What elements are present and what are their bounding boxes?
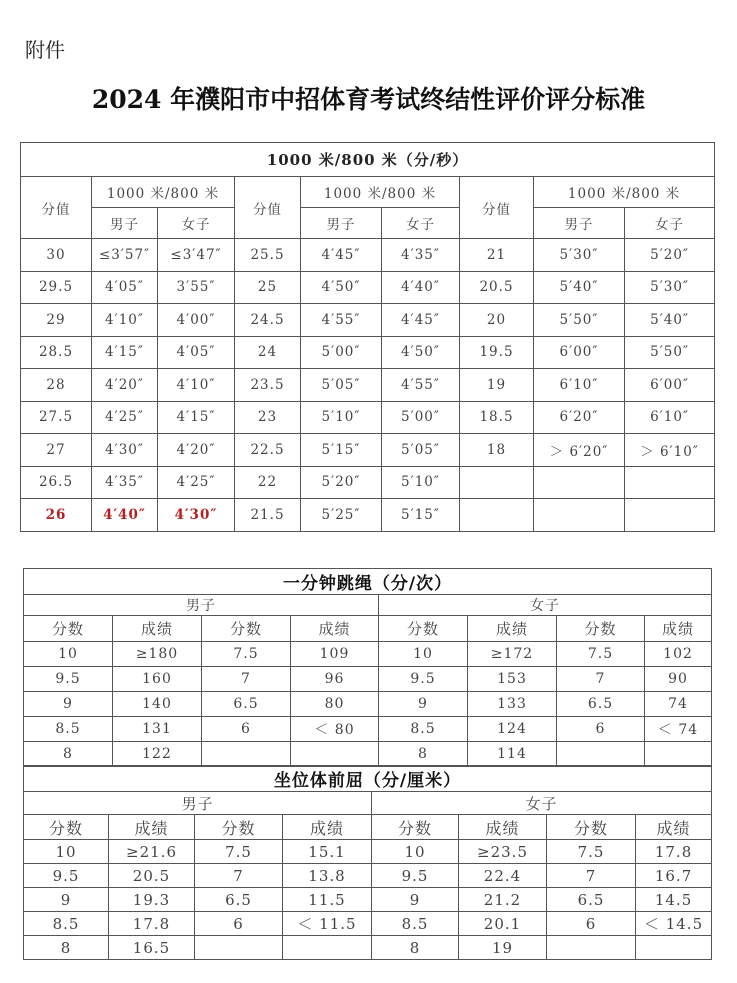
female-time-cell: 4′55″ <box>382 369 460 402</box>
result-cell: 16.5 <box>109 936 195 960</box>
score-cell: 7 <box>547 864 636 888</box>
table-row <box>21 369 715 402</box>
result-cell: 21.2 <box>459 888 547 912</box>
score-cell: 6 <box>195 912 283 936</box>
score-cell: 6.5 <box>547 888 636 912</box>
score-cell: 21.5 <box>235 499 301 532</box>
score-cell: 9.5 <box>372 864 459 888</box>
score-cell: 9 <box>372 888 459 912</box>
female-time-cell: 6′10″ <box>625 401 715 434</box>
result-header: 成绩 <box>283 815 372 840</box>
table-row <box>21 336 715 369</box>
result-header: 成绩 <box>459 815 547 840</box>
result-cell: ＜ 74 <box>645 717 712 742</box>
score-cell: 25 <box>235 271 301 304</box>
male-time-cell: 6′20″ <box>534 401 625 434</box>
female-header: 女子 <box>625 208 715 239</box>
result-cell: 17.8 <box>109 912 195 936</box>
male-time-cell: 4′10″ <box>92 304 158 337</box>
score-cell: 8 <box>24 936 109 960</box>
score-cell: 27.5 <box>21 401 92 434</box>
score-cell: 25.5 <box>235 239 301 272</box>
score-cell: 7.5 <box>195 840 283 864</box>
female-time-cell: ＞ 6′10″ <box>625 434 715 467</box>
male-time-cell: 5′05″ <box>301 369 382 402</box>
document-title: 2024 年濮阳市中招体育考试终结性评价评分标准 <box>91 85 646 114</box>
result-cell <box>645 742 712 767</box>
result-cell: ≥21.6 <box>109 840 195 864</box>
male-time-cell: 4′20″ <box>92 369 158 402</box>
score-cell: 22 <box>235 466 301 499</box>
score-cell: 8.5 <box>379 717 468 742</box>
score-cell: 26 <box>21 499 92 532</box>
male-time-cell: 5′00″ <box>301 336 382 369</box>
female-time-cell: 5′20″ <box>625 239 715 272</box>
male-time-cell: ＞ 6′20″ <box>534 434 625 467</box>
female-header: 女子 <box>372 792 712 815</box>
score-header: 分数 <box>195 815 283 840</box>
female-time-cell: 3′55″ <box>158 271 235 304</box>
result-cell <box>636 936 712 960</box>
score-cell: 8.5 <box>24 912 109 936</box>
score-cell: 29 <box>21 304 92 337</box>
male-time-cell: 4′15″ <box>92 336 158 369</box>
table-row <box>24 864 712 888</box>
result-cell: 96 <box>291 667 379 692</box>
score-header: 分值 <box>460 177 534 239</box>
score-cell: 28 <box>21 369 92 402</box>
score-cell <box>202 742 291 767</box>
result-cell: 20.1 <box>459 912 547 936</box>
score-cell: 7 <box>202 667 291 692</box>
result-cell: ＜ 80 <box>291 717 379 742</box>
female-time-cell: 4′05″ <box>158 336 235 369</box>
table-row <box>21 434 715 467</box>
table-row <box>24 888 712 912</box>
male-time-cell: 5′15″ <box>301 434 382 467</box>
result-cell: 20.5 <box>109 864 195 888</box>
score-header: 分数 <box>547 815 636 840</box>
score-cell <box>460 499 534 532</box>
result-cell <box>291 742 379 767</box>
female-time-cell: 4′50″ <box>382 336 460 369</box>
score-cell: 24 <box>235 336 301 369</box>
score-cell: 10 <box>379 642 468 667</box>
result-cell: 131 <box>113 717 202 742</box>
female-time-cell: 5′10″ <box>382 466 460 499</box>
male-time-cell <box>534 466 625 499</box>
male-time-cell: 5′30″ <box>534 239 625 272</box>
score-cell: 9 <box>24 692 113 717</box>
table-row <box>24 692 712 717</box>
result-cell: 102 <box>645 642 712 667</box>
score-header: 分值 <box>21 177 92 239</box>
table-row <box>24 642 712 667</box>
score-cell: 18 <box>460 434 534 467</box>
score-cell: 7 <box>557 667 645 692</box>
event-header: 1000 米/800 米 <box>534 177 715 208</box>
female-time-cell: 4′00″ <box>158 304 235 337</box>
table-row <box>21 401 715 434</box>
score-header: 分数 <box>379 616 468 642</box>
table-row <box>21 304 715 337</box>
male-time-cell: 4′25″ <box>92 401 158 434</box>
score-cell: 6 <box>547 912 636 936</box>
score-cell: 7.5 <box>557 642 645 667</box>
result-cell: 90 <box>645 667 712 692</box>
score-cell: 29.5 <box>21 271 92 304</box>
score-cell: 28.5 <box>21 336 92 369</box>
result-cell: 124 <box>468 717 557 742</box>
male-time-cell: 4′35″ <box>92 466 158 499</box>
score-cell: 6 <box>202 717 291 742</box>
result-cell: 19.3 <box>109 888 195 912</box>
male-header: 男子 <box>92 208 158 239</box>
female-time-cell: 5′40″ <box>625 304 715 337</box>
female-time-cell <box>625 499 715 532</box>
male-time-cell: 5′50″ <box>534 304 625 337</box>
result-cell: ≥23.5 <box>459 840 547 864</box>
female-time-cell: 4′40″ <box>382 271 460 304</box>
reach-table-caption: 坐位体前屈（分/厘米） <box>24 766 712 792</box>
female-header: 女子 <box>379 595 712 616</box>
female-time-cell: 5′15″ <box>382 499 460 532</box>
run-table-caption: 1000 米/800 米（分/秒） <box>21 143 715 177</box>
male-time-cell: 6′10″ <box>534 369 625 402</box>
female-time-cell: 5′30″ <box>625 271 715 304</box>
score-cell: 8.5 <box>372 912 459 936</box>
result-cell: 114 <box>468 742 557 767</box>
score-cell: 7 <box>195 864 283 888</box>
table-row <box>24 742 712 767</box>
score-cell: 18.5 <box>460 401 534 434</box>
result-cell: 22.4 <box>459 864 547 888</box>
score-header: 分数 <box>557 616 645 642</box>
result-cell: 16.7 <box>636 864 712 888</box>
score-cell: 6 <box>557 717 645 742</box>
female-header: 女子 <box>158 208 235 239</box>
score-cell: 8 <box>379 742 468 767</box>
result-cell: 133 <box>468 692 557 717</box>
male-time-cell: 4′05″ <box>92 271 158 304</box>
score-cell: 23 <box>235 401 301 434</box>
table-row <box>24 912 712 936</box>
score-cell: 6.5 <box>195 888 283 912</box>
female-time-cell: ≤3′47″ <box>158 239 235 272</box>
male-header: 男子 <box>534 208 625 239</box>
score-cell <box>195 936 283 960</box>
score-cell <box>547 936 636 960</box>
female-time-cell <box>625 466 715 499</box>
result-header: 成绩 <box>636 815 712 840</box>
result-header: 成绩 <box>109 815 195 840</box>
male-time-cell: 4′45″ <box>301 239 382 272</box>
male-time-cell: 4′50″ <box>301 271 382 304</box>
female-time-cell: 4′25″ <box>158 466 235 499</box>
score-header: 分数 <box>372 815 459 840</box>
score-cell: 27 <box>21 434 92 467</box>
score-cell: 6.5 <box>557 692 645 717</box>
result-cell: 153 <box>468 667 557 692</box>
score-cell: 6.5 <box>202 692 291 717</box>
score-cell: 7.5 <box>547 840 636 864</box>
female-time-cell: 5′00″ <box>382 401 460 434</box>
result-cell: 14.5 <box>636 888 712 912</box>
score-cell: 19.5 <box>460 336 534 369</box>
rope-table-caption: 一分钟跳绳（分/次） <box>24 569 712 595</box>
female-time-cell: 4′10″ <box>158 369 235 402</box>
score-cell: 20.5 <box>460 271 534 304</box>
score-cell: 10 <box>372 840 459 864</box>
table-row <box>21 239 715 272</box>
result-cell: ＜ 11.5 <box>283 912 372 936</box>
score-cell: 8 <box>372 936 459 960</box>
result-cell: ≥180 <box>113 642 202 667</box>
attachment-label: 附件 <box>25 38 65 62</box>
result-cell: ＜ 14.5 <box>636 912 712 936</box>
score-cell: 21 <box>460 239 534 272</box>
score-header: 分数 <box>24 815 109 840</box>
female-header: 女子 <box>382 208 460 239</box>
female-time-cell: 4′35″ <box>382 239 460 272</box>
score-cell: 9.5 <box>24 864 109 888</box>
score-header: 分值 <box>235 177 301 239</box>
score-cell: 26.5 <box>21 466 92 499</box>
result-header: 成绩 <box>468 616 557 642</box>
female-time-cell: 4′20″ <box>158 434 235 467</box>
table-row <box>24 717 712 742</box>
female-time-cell: 4′30″ <box>158 499 235 532</box>
table-row <box>21 466 715 499</box>
score-cell: 9 <box>24 888 109 912</box>
result-header: 成绩 <box>113 616 202 642</box>
result-cell: 140 <box>113 692 202 717</box>
rope-score-table <box>23 568 712 767</box>
result-cell: 17.8 <box>636 840 712 864</box>
score-cell: 8 <box>24 742 113 767</box>
event-header: 1000 米/800 米 <box>92 177 235 208</box>
female-time-cell: 6′00″ <box>625 369 715 402</box>
male-time-cell: 5′10″ <box>301 401 382 434</box>
score-cell <box>557 742 645 767</box>
result-cell: 15.1 <box>283 840 372 864</box>
result-cell: 160 <box>113 667 202 692</box>
reach-score-table <box>23 765 712 960</box>
score-cell: 7.5 <box>202 642 291 667</box>
male-time-cell: 6′00″ <box>534 336 625 369</box>
score-cell: 23.5 <box>235 369 301 402</box>
male-time-cell: 4′55″ <box>301 304 382 337</box>
score-cell: 30 <box>21 239 92 272</box>
table-row <box>24 667 712 692</box>
male-time-cell: ≤3′57″ <box>92 239 158 272</box>
score-cell: 20 <box>460 304 534 337</box>
result-header: 成绩 <box>645 616 712 642</box>
result-cell: 109 <box>291 642 379 667</box>
score-cell <box>460 466 534 499</box>
male-time-cell: 5′40″ <box>534 271 625 304</box>
female-time-cell: 5′05″ <box>382 434 460 467</box>
score-cell: 8.5 <box>24 717 113 742</box>
male-time-cell: 4′40″ <box>92 499 158 532</box>
score-cell: 19 <box>460 369 534 402</box>
event-header: 1000 米/800 米 <box>301 177 460 208</box>
result-cell: 13.8 <box>283 864 372 888</box>
male-header: 男子 <box>24 595 379 616</box>
result-header: 成绩 <box>291 616 379 642</box>
result-cell: ≥172 <box>468 642 557 667</box>
score-cell: 9 <box>379 692 468 717</box>
female-time-cell: 5′50″ <box>625 336 715 369</box>
score-cell: 9.5 <box>379 667 468 692</box>
score-cell: 9.5 <box>24 667 113 692</box>
table-row <box>24 936 712 960</box>
table-row <box>21 499 715 532</box>
score-header: 分数 <box>24 616 113 642</box>
male-header: 男子 <box>301 208 382 239</box>
male-time-cell <box>534 499 625 532</box>
male-time-cell: 5′20″ <box>301 466 382 499</box>
female-time-cell: 4′45″ <box>382 304 460 337</box>
male-header: 男子 <box>24 792 372 815</box>
male-time-cell: 4′30″ <box>92 434 158 467</box>
result-cell <box>283 936 372 960</box>
table-row <box>24 840 712 864</box>
result-cell: 122 <box>113 742 202 767</box>
result-cell: 74 <box>645 692 712 717</box>
result-cell: 19 <box>459 936 547 960</box>
score-cell: 10 <box>24 840 109 864</box>
score-cell: 22.5 <box>235 434 301 467</box>
female-time-cell: 4′15″ <box>158 401 235 434</box>
score-header: 分数 <box>202 616 291 642</box>
run-score-table <box>20 142 715 532</box>
table-row <box>21 271 715 304</box>
male-time-cell: 5′25″ <box>301 499 382 532</box>
result-cell: 80 <box>291 692 379 717</box>
result-cell: 11.5 <box>283 888 372 912</box>
score-cell: 24.5 <box>235 304 301 337</box>
score-cell: 10 <box>24 642 113 667</box>
